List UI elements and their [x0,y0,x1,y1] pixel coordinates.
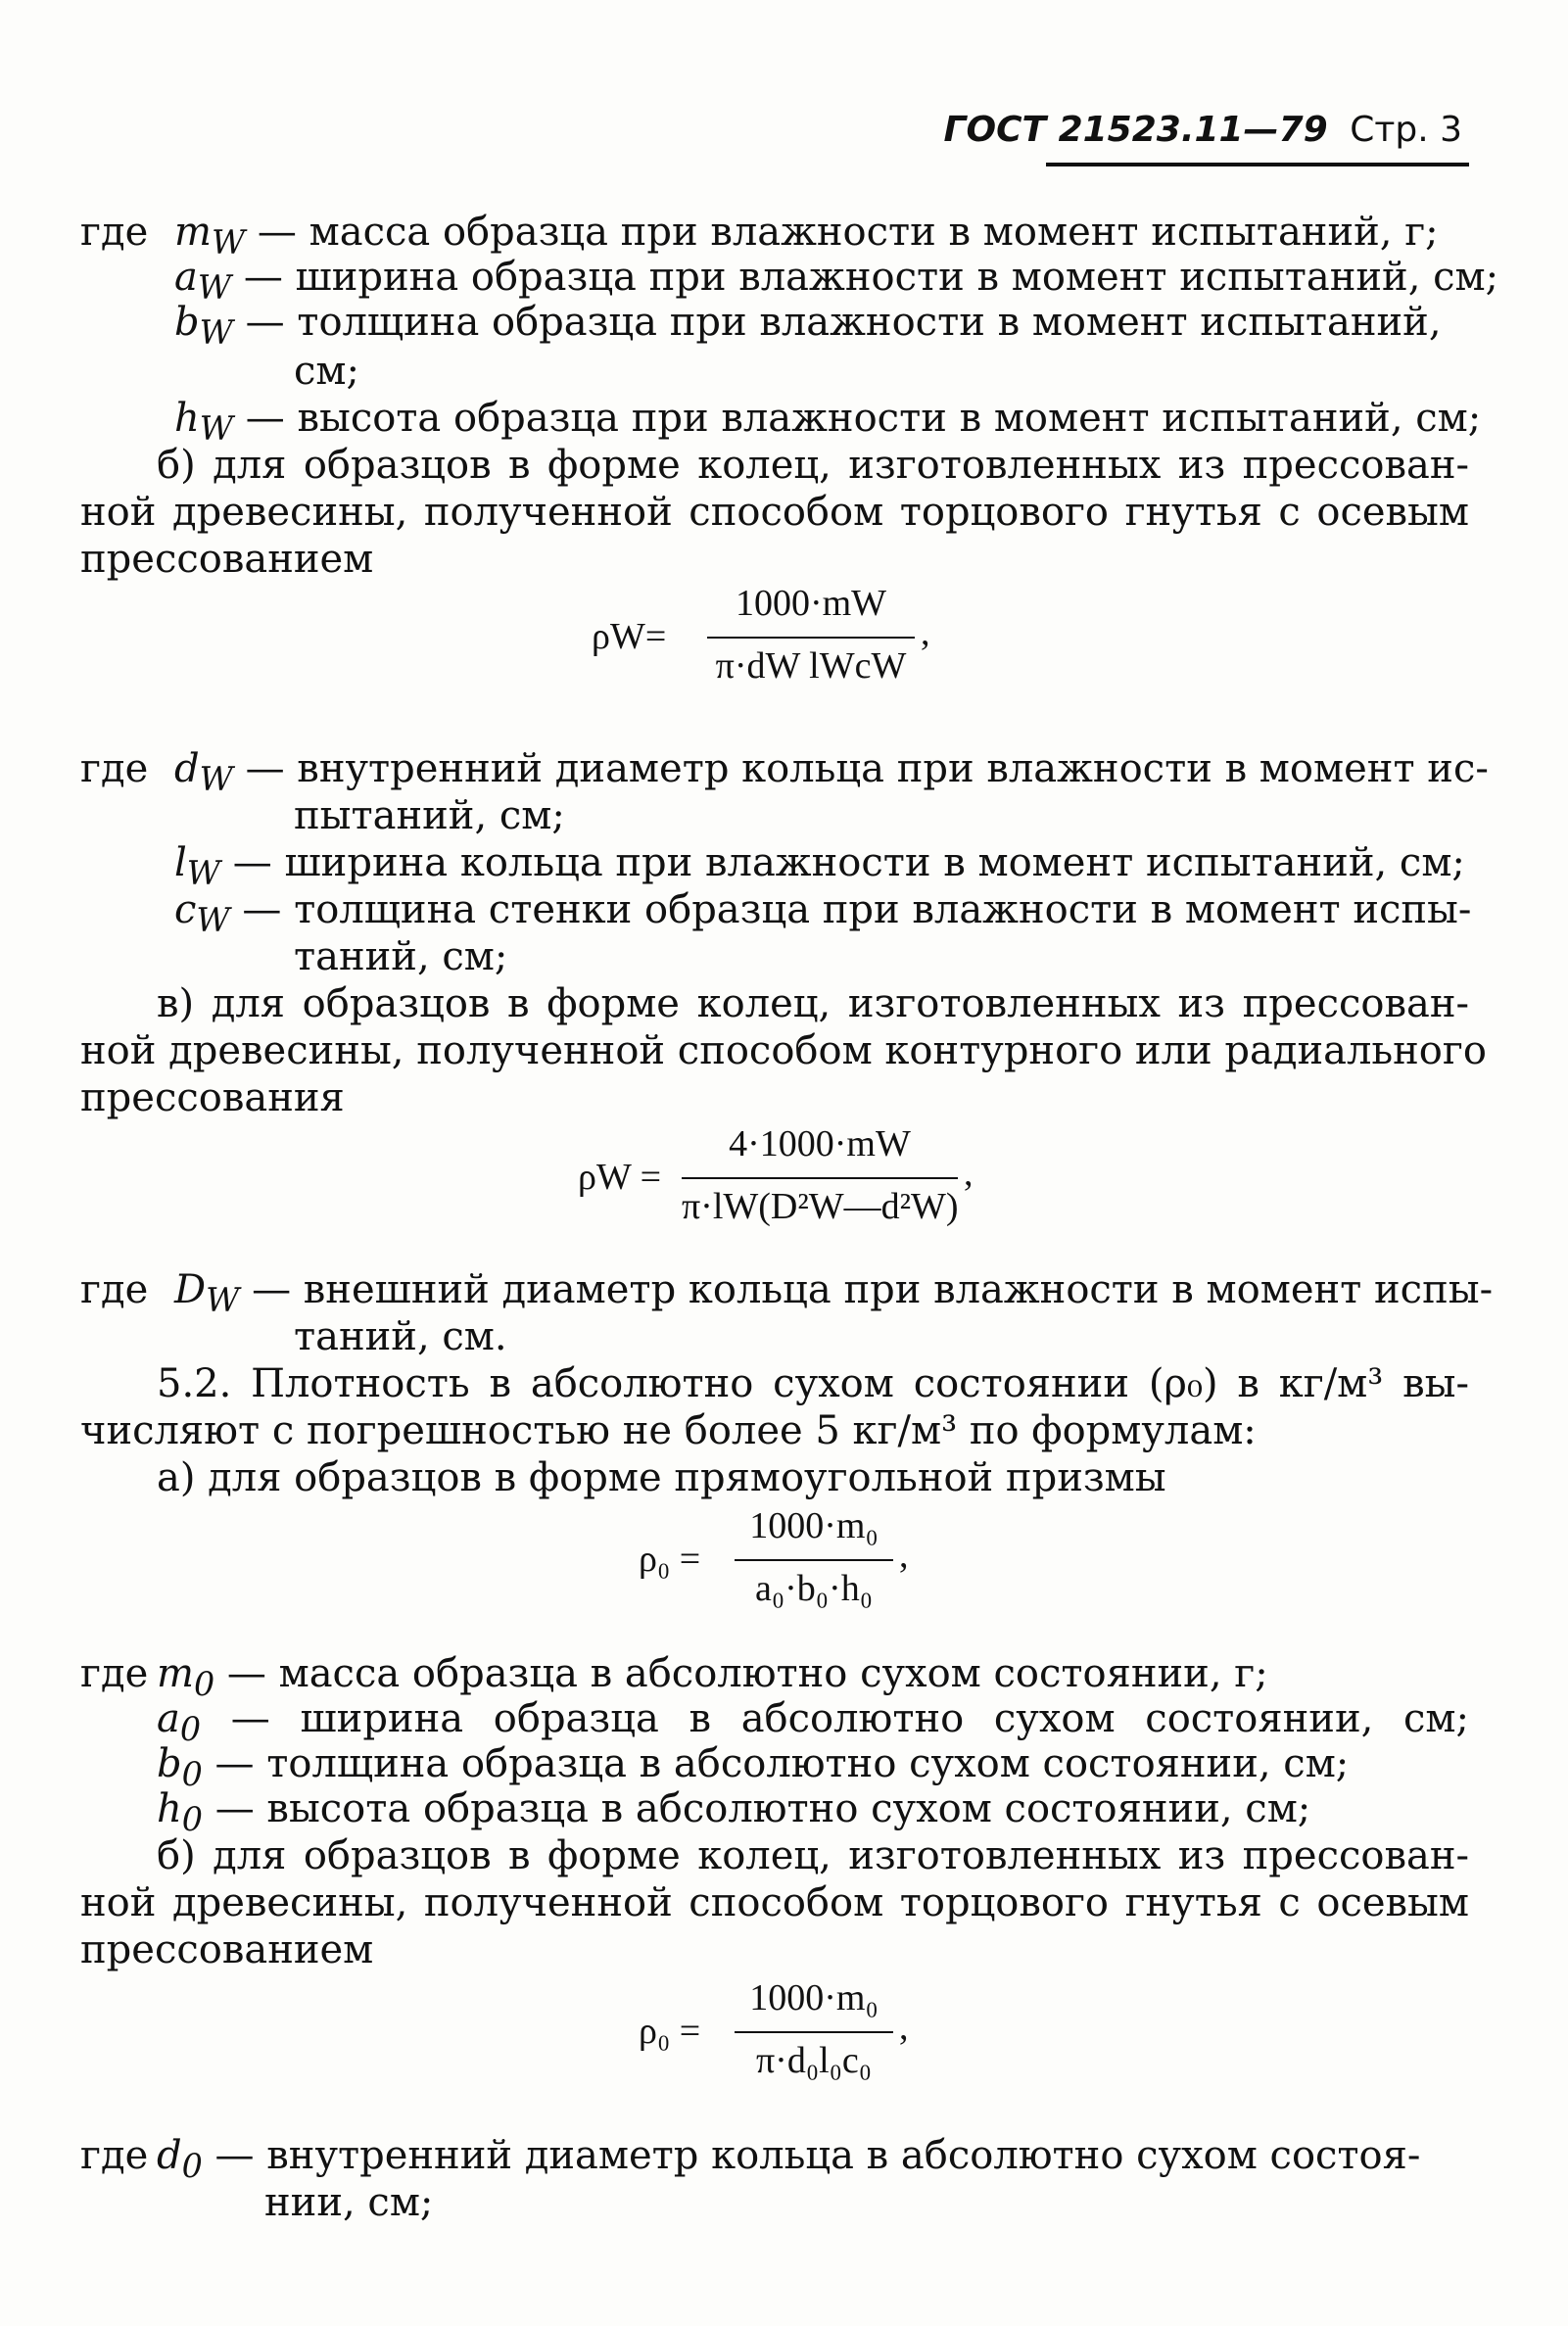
symbol: $h_0$ [157,1786,203,1838]
definition-text: — ширина образца в абсолютно сухом состоянии, см; [230,1696,1469,1741]
formula-punct: , [899,2007,909,2048]
definition-text: — масса образца при влажности в момент испытаний, г; [257,210,1439,255]
definition-row [174,746,1489,798]
definition-row [157,1786,1310,1838]
symbol: $d_0$ [157,2133,203,2185]
fraction-bar [735,1559,893,1561]
symbol: $b_0$ [157,1741,203,1793]
definition-row [174,1267,1493,1319]
paragraph-line: прессованием [80,537,374,582]
fraction-bar [707,637,915,639]
fraction-denominator: π·d₀l₀c₀ [755,2040,872,2081]
header-rule [1046,163,1469,166]
definition-text: — толщина образца в абсолютно сухом состоянии, см; [214,1741,1350,1786]
symbol: $l_W$ [174,840,221,892]
formula-lhs: ρ₀ = [639,1539,701,1580]
standard-number: ГОСТ 21523.11—79 [943,110,1328,150]
fraction-denominator: π·dW lWcW [715,645,907,687]
paragraph-line: в) для образцов в форме колец, изготовленных из прессован- [157,981,1469,1026]
formula-punct: , [899,1535,909,1576]
paragraph-line: прессования [80,1075,345,1120]
paragraph-line: 5.2. Плотность в абсолютно сухом состоянии (ρ₀) в кг/м³ вы- [157,1361,1469,1406]
fraction-numerator: 1000·m₀ [749,1505,879,1546]
definition-row [174,887,1471,939]
definition-text: — масса образца в абсолютно сухом состоянии, г; [226,1651,1268,1696]
where-label: где [80,2133,149,2178]
definition-row [174,300,1442,352]
formula-lhs: ρW= [592,616,667,657]
definition-continuation: таний, см; [294,934,508,979]
definition-text: — внутренний диаметр кольца при влажности в момент ис- [245,746,1489,791]
symbol: $b_W$ [174,300,233,352]
definition-text: — ширина кольца при влажности в момент испытаний, см; [232,840,1465,885]
formula-lhs: ρ₀ = [639,2011,701,2052]
where-label: где [80,1267,149,1312]
page-header [944,110,1462,150]
symbol: $D_W$ [174,1267,240,1319]
page-number: Стр. 3 [1350,110,1462,150]
formula-fraction [735,1504,893,1622]
fraction-denominator: a₀·b₀·h₀ [755,1568,873,1609]
paragraph-line: ной древесины, полученной способом торцового гнутья с осевым [80,1880,1469,1925]
fraction-numerator: 1000·mW [735,583,887,624]
formula-fraction [735,1976,893,2094]
paragraph-line: ной древесины, полученной способом торцового гнутья с осевым [80,490,1469,535]
definition-continuation: см; [294,349,359,394]
formula-punct: , [921,612,930,653]
definition-text: — внешний диаметр кольца при влажности в момент испы- [252,1267,1494,1312]
paragraph-line: прессованием [80,1927,374,1972]
definition-continuation: таний, см. [294,1314,507,1359]
definition-text: — толщина образца при влажности в момент испытаний, [245,300,1442,345]
fraction-numerator: 4·1000·mW [729,1123,911,1164]
formula-fraction [707,582,915,699]
formula-fraction [682,1122,958,1240]
symbol: $a_W$ [174,255,232,307]
paragraph-line: б) для образцов в форме колец, изготовленных из прессован- [157,443,1469,488]
fraction-bar [735,2031,893,2033]
definition-text: — высота образца в абсолютно сухом состоянии, см; [214,1786,1311,1831]
definition-row [174,396,1481,448]
where-label: где [80,1651,149,1696]
symbol: $d_W$ [174,746,233,798]
symbol: $m_W$ [174,210,246,261]
definition-continuation: нии, см; [264,2180,434,2225]
definition-text: — толщина стенки образца при влажности в момент испы- [242,887,1472,932]
paragraph-line: числяют с погрешностью не более 5 кг/м³ по формулам: [80,1408,1257,1453]
symbol: $h_W$ [174,396,234,448]
paragraph-line: а) для образцов в форме прямоугольной призмы [157,1455,1166,1500]
symbol: $a_0$ [157,1696,202,1748]
definition-text: — ширина образца при влажности в момент испытаний, см; [243,255,1499,300]
fraction-numerator: 1000·m₀ [749,1977,879,2018]
definition-continuation: пытаний, см; [294,793,565,838]
paragraph-line: ной древесины, полученной способом контурного или радиального [80,1028,1487,1073]
definition-text: — высота образца при влажности в момент испытаний, см; [245,396,1482,441]
paragraph-line: б) для образцов в форме колец, изготовленных из прессован- [157,1833,1469,1878]
where-label: где [80,746,149,791]
fraction-denominator: π·lW(D²W—d²W) [682,1186,959,1227]
formula-lhs: ρW = [578,1157,662,1198]
definition-text: — внутренний диаметр кольца в абсолютно сухом состоя- [214,2133,1421,2178]
definition-row [174,840,1465,892]
fraction-bar [682,1177,958,1179]
symbol: $m_0$ [157,1651,215,1703]
definition-row [157,2133,1420,2185]
symbol: $c_W$ [174,887,230,939]
formula-punct: , [964,1153,974,1194]
where-label: где [80,210,149,255]
